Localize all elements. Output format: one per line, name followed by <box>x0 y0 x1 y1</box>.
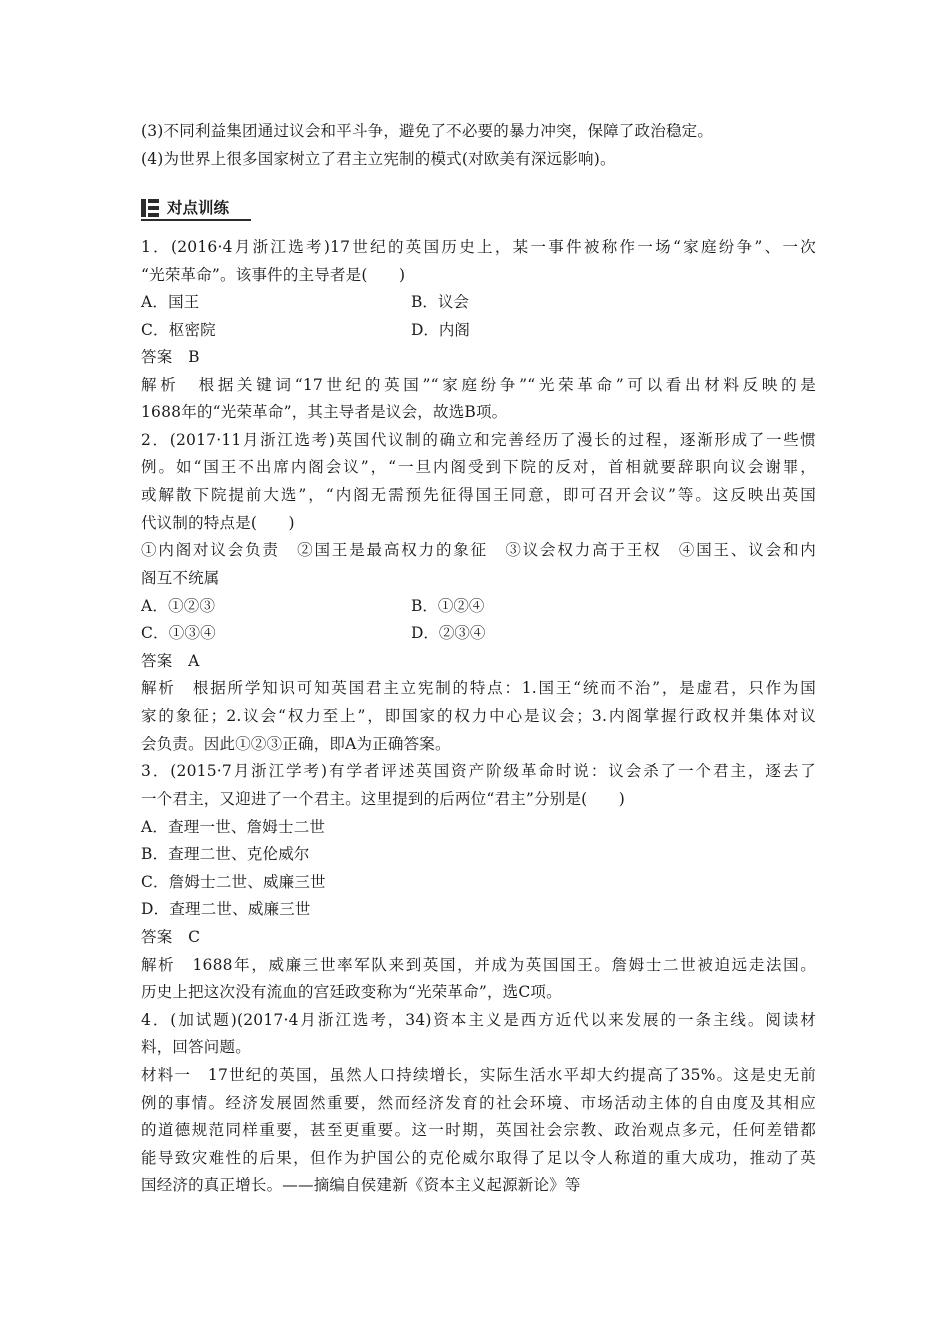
section-heading <box>141 195 251 221</box>
q4-material-line-5: 国经济的真正增长。——摘编自侯建新《资本主义起源新论》等 <box>141 1176 581 1194</box>
q4-material-line-2: 例的事情。经济发展固然重要，然而经济发育的社会环境、市场活动主体的自由度及其相应 <box>141 1094 816 1112</box>
intro-point-3: (3)不同利益集团通过议会和平斗争，避免了不必要的暴力冲突，保障了政治稳定。 <box>141 122 714 140</box>
q1-option-b: B．议会 <box>411 293 469 311</box>
q4-material-line-3: 的道德规范同样重要，甚至更重要。这一时期，英国社会宗教、政治观点多元，任何差错都 <box>141 1121 816 1139</box>
q1-answer: 答案 B <box>141 348 200 366</box>
q3-explanation-line-2: 历史上把这次没有流血的宫廷政变称为“光荣革命”，选C项。 <box>141 983 562 1001</box>
q2-stem-line-1: 2．(2017·11月浙江选考)英国代议制的确立和完善经历了漫长的过程，逐渐形成了一些惯 <box>141 431 816 449</box>
q2-option-d: D．②③④ <box>411 624 486 642</box>
q4-stem-line-1: 4．(加试题)(2017·4月浙江选考，34)资本主义是西方近代以来发展的一条主线。阅读材 <box>141 1011 816 1029</box>
q2-explanation-line-1: 解析 根据所学知识可知英国君主立宪制的特点：1.国王“统而不治”，是虚君，只作为国 <box>141 679 816 697</box>
section-title: 对点训练 <box>167 199 230 217</box>
section-underline <box>141 219 251 221</box>
q1-option-a: A．国王 <box>141 293 200 311</box>
q3-option-c: C．詹姆士二世、威廉三世 <box>141 873 326 891</box>
q3-option-a: A．查理一世、詹姆士二世 <box>141 818 326 836</box>
q2-stem-line-2: 例。如“国王不出席内阁会议”，“一旦内阁受到下院的反对，首相就要辞职向议会谢罪， <box>141 458 816 476</box>
q1-explanation-line-2: 1688年的“光荣革命”，其主导者是议会，故选B项。 <box>141 403 508 421</box>
q1-option-d: D．内阁 <box>411 321 470 339</box>
q3-stem-line-1: 3．(2015·7月浙江学考)有学者评述英国资产阶级革命时说：议会杀了一个君主，逐去了 <box>141 762 816 780</box>
q1-explanation-line-1: 解析 根据关键词“17世纪的英国”“家庭纷争”“光荣革命”可以看出材料反映的是 <box>141 376 816 394</box>
q4-stem-line-2: 料，回答问题。 <box>141 1038 251 1056</box>
q3-stem-line-2: 一个君主，又迎进了一个君主。这里提到的后两位“君主”分别是( ) <box>141 790 626 808</box>
q2-explanation-line-3: 会负责。因此①②③正确，即A为正确答案。 <box>141 735 451 753</box>
q3-option-b: B．查理二世、克伦威尔 <box>141 845 310 863</box>
q2-stem-line-4: 代议制的特点是( ) <box>141 514 295 532</box>
q1-stem-line-1: 1．(2016·4月浙江选考)17世纪的英国历史上，某一事件被称作一场“家庭纷争”、一次 <box>141 238 816 256</box>
q4-material-line-1: 材料一 17世纪的英国，虽然人口持续增长，实际生活水平却大约提高了35%。这是史无前 <box>141 1066 816 1084</box>
q2-statements-line-1: ①内阁对议会负责 ②国王是最高权力的象征 ③议会权力高于王权 ④国王、议会和内 <box>141 541 816 559</box>
q2-answer: 答案 A <box>141 652 200 670</box>
section-marker-icon <box>141 199 159 217</box>
q2-explanation-line-2: 家的象征；2.议会“权力至上”，即国家的权力中心是议会；3.内阁掌握行政权并集体对议 <box>141 707 816 725</box>
q3-option-d: D．查理二世、威廉三世 <box>141 900 311 918</box>
q3-explanation-line-1: 解析 1688年，威廉三世率军队来到英国，并成为英国国王。詹姆士二世被迫远走法国。 <box>141 956 816 974</box>
q2-statements-line-2: 阁互不统属 <box>141 569 220 587</box>
q2-option-b: B．①②④ <box>411 597 485 615</box>
q1-option-c: C．枢密院 <box>141 321 216 339</box>
q2-option-c: C．①③④ <box>141 624 216 642</box>
q2-stem-line-3: 或解散下院提前大选”，“内阁无需预先征得国王同意，即可召开会议”等。这反映出英国 <box>141 486 816 504</box>
q2-option-a: A．①②③ <box>141 597 216 615</box>
q1-stem-line-2: “光荣革命”。该事件的主导者是( ) <box>141 266 406 284</box>
q3-answer: 答案 C <box>141 928 201 946</box>
q4-material-line-4: 能导致灾难性的后果，但作为护国公的克伦威尔取得了足以令人称道的重大成功，推动了英 <box>141 1149 816 1167</box>
intro-point-4: (4)为世界上很多国家树立了君主立宪制的模式(对欧美有深远影响)。 <box>141 150 616 168</box>
